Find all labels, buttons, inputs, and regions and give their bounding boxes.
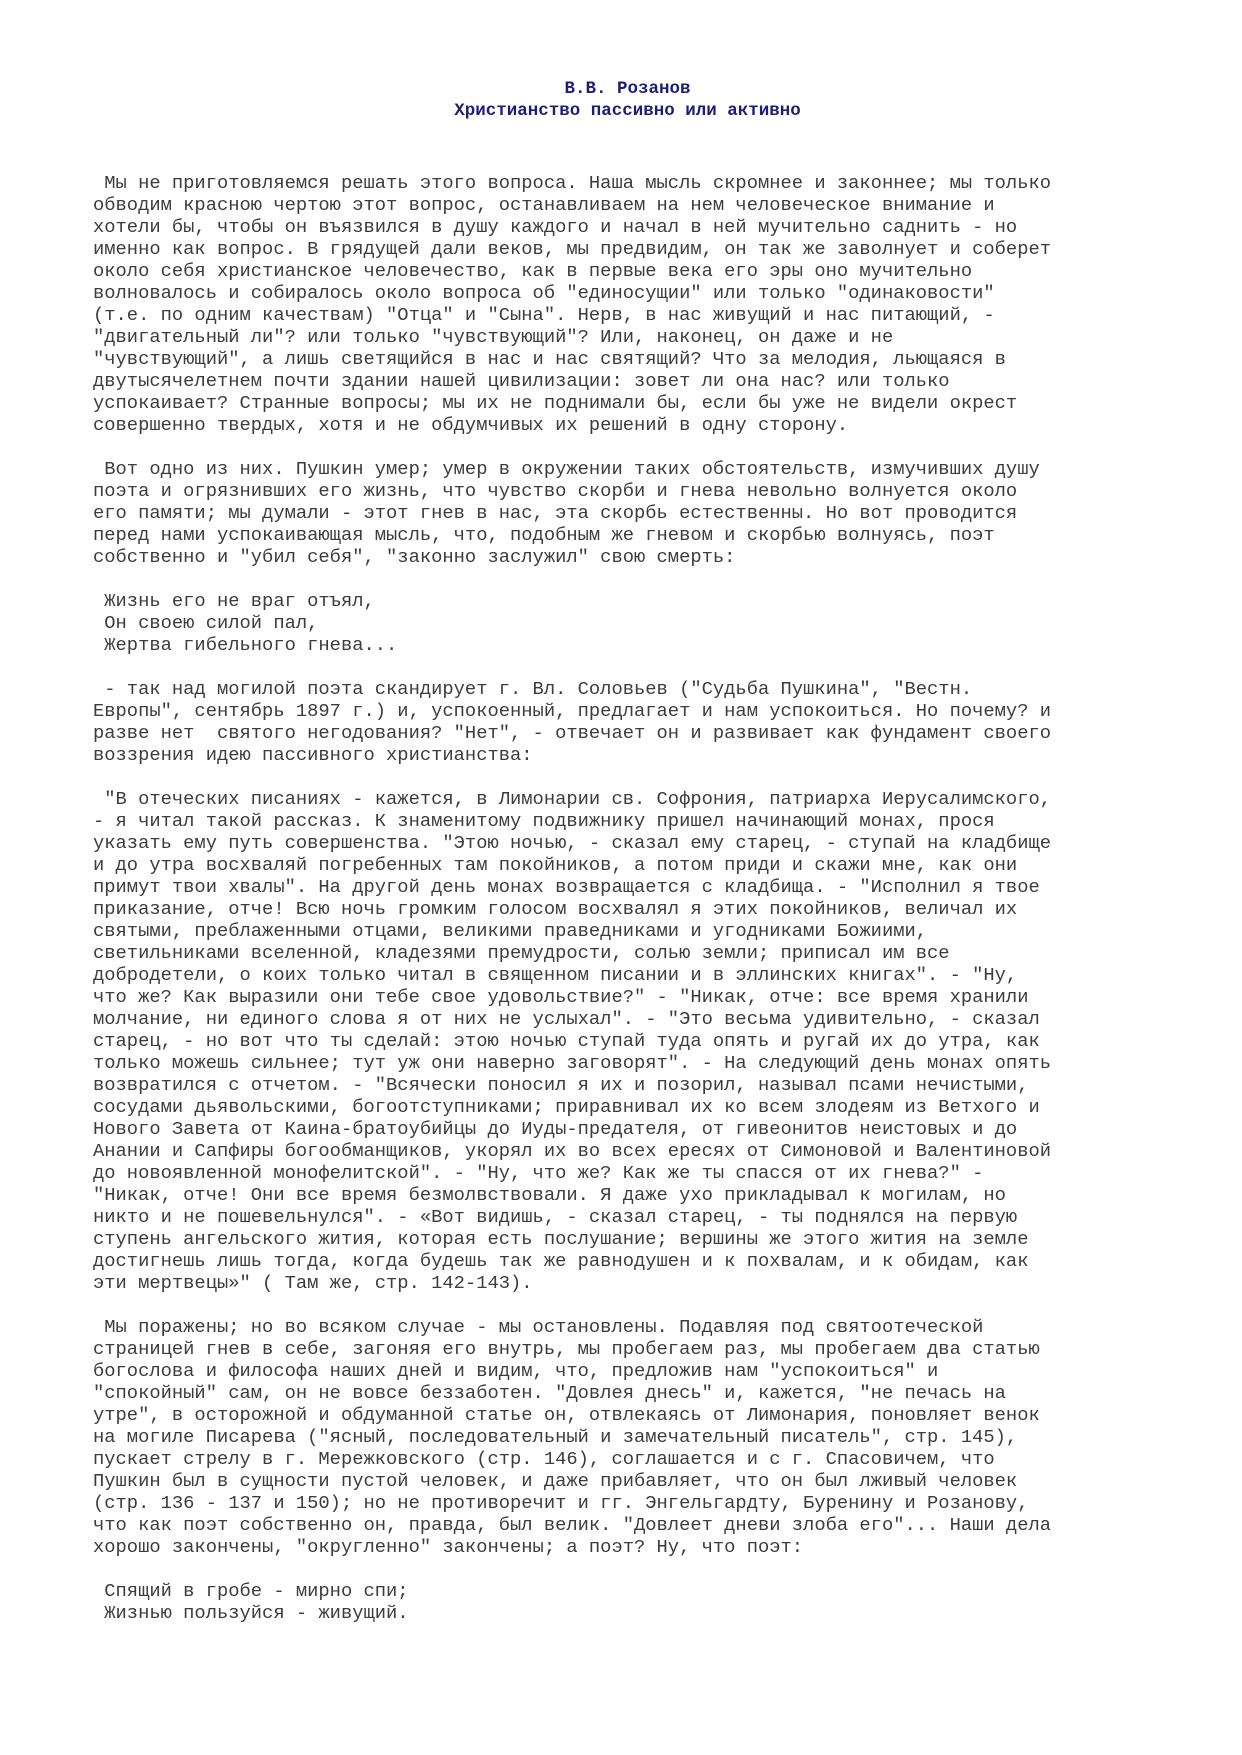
paragraph [93,1316,1162,1558]
text-line: никто и не пошевельнулся". - «Вот видишь, - сказал старец, - ты поднялся на первую [93,1206,1018,1228]
text-line: около себя христианское человечество, как в первые века его эры оно мучительно [93,260,973,282]
text-line: - так над могилой поэта скандирует г. Вл. Соловьев ("Судьба Пушкина", "Вестн. [93,678,973,700]
text-line: святыми, преблаженными отцами, великими праведниками и угодниками Божиими, [93,920,928,942]
text-line: "Никак, отче! Они все время безмолвствовали. Я даже ухо прикладывал к могилам, но [93,1184,1006,1206]
paragraph [93,590,1162,656]
text-line: примут твои хвалы". На другой день монах возвращается с кладбища. - "Исполнил я твое [93,876,1040,898]
text-line: двутысячелетнем почти здании нашей цивилизации: зовет ли она нас? или только [93,370,950,392]
text-line: Мы поражены; но во всяком случае - мы остановлены. Подавляя под святоотеческой [93,1316,984,1338]
paragraph [93,172,1162,436]
text-line: Жизнью пользуйся - живущий. [93,1602,409,1624]
text-line: волновалось и собиралось около вопроса об "единосущии" или только "одинаковости" [93,282,995,304]
text-line: молчание, ни единого слова я от них не услыхал". - "Это весьма удивительно, - сказал [93,1008,1040,1030]
text-line: старец, - но вот что ты сделай: этою ночью ступай туда опять и ругай их до утра, как [93,1030,1040,1052]
text-line: разве нет святого негодования? "Нет", - отвечает он и развивает как фундамент своего [93,722,1051,744]
text-line: перед нами успокаивающая мысль, что, подобным же гневом и скорбью волнуясь, поэт [93,524,995,546]
paragraph [93,678,1162,766]
article-title: Христианство пассивно или активно [454,101,801,121]
text-line: его памяти; мы думали - этот гнев в нас, эта скорбь естественны. Но вот проводится [93,502,1018,524]
text-line: ступень ангельского жития, которая есть послушание; вершины же этого жития на земле [93,1228,1029,1250]
paragraph [93,788,1162,1294]
paragraph [93,1580,1162,1624]
text-line: успокаивает? Странные вопросы; мы их не поднимали бы, если бы уже не видели окрест [93,392,1018,414]
text-line: только можешь сильнее; тут уж они наверно заговорят". - На следующий день монах опять [93,1052,1051,1074]
title-block [93,78,1162,122]
text-line: Вот одно из них. Пушкин умер; умер в окружении таких обстоятельств, измучивших душу [93,458,1040,480]
text-line: совершенно твердых, хотя и не обдумчивых их решений в одну сторону. [93,414,849,436]
text-line: страницей гнев в себе, загоняя его внутрь, мы пробегаем раз, мы пробегаем два статью [93,1338,1040,1360]
text-line: Пушкин был в сущности пустой человек, и даже прибавляет, что он был лживый человек [93,1470,1018,1492]
text-line: утре", в осторожной и обдуманной статье он, отвлекаясь от Лимонария, поновляет венок [93,1404,1040,1426]
text-line: "спокойный" сам, он не вовсе беззаботен. "Довлея днесь" и, кажется, "не печась на [93,1382,1006,1404]
text-line: обводим красною чертою этот вопрос, останавливаем на нем человеческое внимание и [93,194,995,216]
text-line: именно как вопрос. В грядущей дали веков, мы предвидим, он так же заволнует и соберет [93,238,1051,260]
text-line: Спящий в гробе - мирно спи; [93,1580,409,1602]
text-line: "В отеческих писаниях - кажется, в Лимонарии св. Софрония, патриарха Иерусалимского, [93,788,1051,810]
text-line: до новоявленной монофелитской". - "Ну, что же? Как же ты спасся от их гнева?" - [93,1162,984,1184]
text-line: возвратился с отчетом. - "Всячески поносил я их и позорил, называл псами нечистыми, [93,1074,1029,1096]
text-line: Он своею силой пал, [93,612,319,634]
text-line: что же? Как выразили они тебе свое удовольствие?" - "Никак, отче: все время хранили [93,986,1029,1008]
text-line: и до утра восхваляй погребенных там покойников, а потом приди и скажи мне, как они [93,854,1018,876]
text-line: "двигательный ли"? или только "чувствующий"? Или, наконец, он даже и не [93,326,894,348]
text-line: - я читал такой рассказ. К знаменитому подвижнику пришел начинающий монах, прося [93,810,995,832]
author-name: В.В. Розанов [564,79,691,99]
text-line: что как поэт собственно он, правда, был велик. "Довлеет дневи злоба его"... Наши дела [93,1514,1051,1536]
text-line: (т.е. по одним качествам) "Отца" и "Сына". Нерв, в нас живущий и нас питающий, - [93,304,995,326]
text-line: Жертва гибельного гнева... [93,634,398,656]
text-line: указать ему путь совершенства. "Этою ночью, - сказал ему старец, - ступай на кладбище [93,832,1051,854]
text-line: собственно и "убил себя", "законно заслужил" свою смерть: [93,546,736,568]
text-line: хотели бы, чтобы он въязвился в душу каждого и начал в ней мучительно саднить - но [93,216,1018,238]
text-line: светильниками вселенной, кладезями премудрости, солью земли; приписал им все [93,942,950,964]
text-line: Мы не приготовляемся решать этого вопроса. Наша мысль скромнее и законнее; мы только [93,172,1051,194]
text-line: "чувствующий", а лишь светящийся в нас и нас святящий? Что за мелодия, льющаяся в [93,348,1006,370]
text-line: хорошо закончены, "округленно" закончены; а поэт? Ну, что поэт: [93,1536,804,1558]
text-line: на могиле Писарева ("ясный, последовательный и замечательный писатель", стр. 145), [93,1426,1018,1448]
text-line: приказание, отче! Всю ночь громким голосом восхвалял я этих покойников, величал их [93,898,1018,920]
text-line: (стр. 136 - 137 и 150); но не противоречит и гг. Энгельгардту, Буренину и Розанову, [93,1492,1029,1514]
text-line: Жизнь его не враг отъял, [93,590,375,612]
text-line: воззрения идею пассивного христианства: [93,744,533,766]
text-line: Нового Завета от Каина-братоубийцы до Иуды-предателя, от гивеонитов неистовых и до [93,1118,1018,1140]
text-line: Европы", сентябрь 1897 г.) и, успокоенный, предлагает и нам успокоиться. Но почему? и [93,700,1051,722]
text-line: поэта и огрязнивших его жизнь, что чувство скорби и гнева невольно волнуется около [93,480,1018,502]
text-line: сосудами дьявольскими, богоотступниками; приравнивал их ко всем злодеям из Ветхого и [93,1096,1040,1118]
article-body [93,172,1162,1624]
text-line: пускает стрелу в г. Мережковского (стр. 146), соглашается и с г. Спасовичем, что [93,1448,995,1470]
paragraph [93,458,1162,568]
text-line: Анании и Сапфиры богообманщиков, укорял их во всех ересях от Симоновой и Валентиновой [93,1140,1051,1162]
text-line: достигнешь лишь тогда, когда будешь так же равнодушен и к похвалам, и к обидам, как [93,1250,1029,1272]
text-line: добродетели, о коих только читал в священном писании и в эллинских книгах". - "Ну, [93,964,1018,986]
text-line: эти мертвецы»" ( Там же, стр. 142-143). [93,1272,533,1294]
text-line: богослова и философа наших дней и видим, что, предложив нам "успокоиться" и [93,1360,939,1382]
